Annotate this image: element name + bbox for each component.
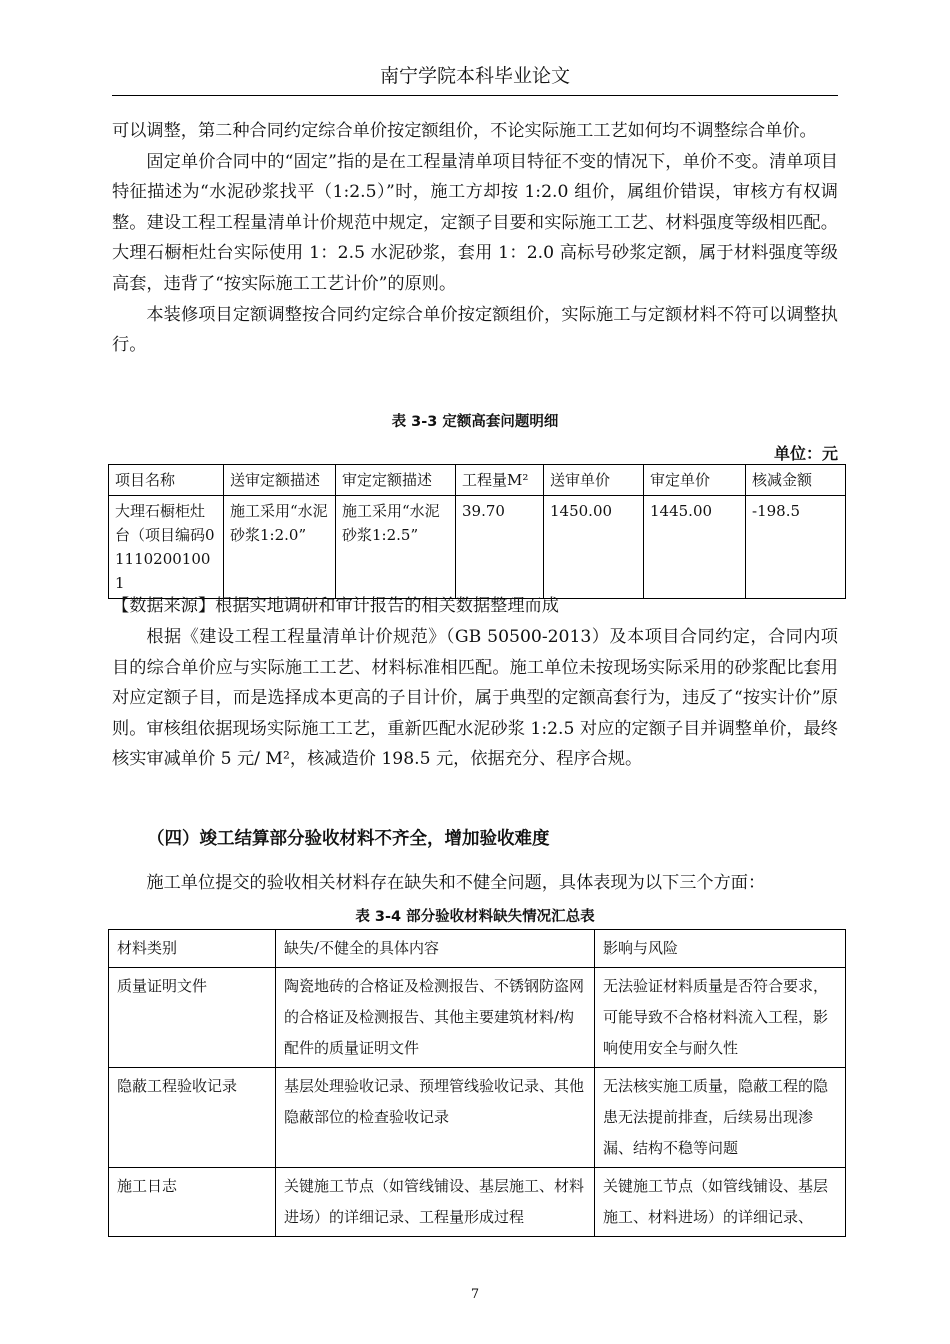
table-cell: 无法验证材料质量是否符合要求，可能导致不合格材料流入工程，影响使用安全与耐久性 [595,968,846,1068]
table-cell: 施工采用“水泥砂浆1:2.5” [336,496,456,599]
table-cell: 大理石橱柜灶台（项目编码011102001001 [109,496,224,599]
table-cell: -198.5 [746,496,846,599]
table-cell: 质量证明文件 [109,968,276,1068]
header-cell: 项目名称 [109,465,224,496]
table-row [109,496,846,599]
table-3-3-unit: 单位：元 [773,444,838,463]
table-row [109,1068,846,1168]
table-cell: 关键施工节点（如管线铺设、基层施工、材料进场）的详细记录、 [595,1168,846,1237]
body-text-intro [112,868,838,899]
table-row [109,1168,846,1237]
table-header-row [109,930,846,968]
header-cell: 影响与风险 [595,930,846,968]
header-cell: 审定单价 [644,465,746,496]
header-cell: 送审定额描述 [224,465,336,496]
table-cell: 隐蔽工程验收记录 [109,1068,276,1168]
paragraph: 可以调整，第二种合同约定综合单价按定额组价，不论实际施工工艺如何均不调整综合单价。 [112,121,817,141]
table-cell: 1445.00 [644,496,746,599]
table-cell: 无法核实施工质量，隐蔽工程的隐患无法提前排查，后续易出现渗漏、结构不稳等问题 [595,1068,846,1168]
header-cell: 工程量M² [456,465,544,496]
paragraph: 根据《建设工程工程量清单计价规范》（GB 50500-2013）及本项目合同约定，合同内项目的综合单价应与实际施工工艺、材料标准相匹配。施工单位未按现场实际采用的砂浆配比套用对应定额子目，而是选择成本更高的子目计价，属于典型的定额高套行为，违反了“按实计价”原则。审核组依据现场实际施工工艺，重新匹配水泥砂浆 1:2.5 对应的定额子目并调整单价，最终核实审减单价 5 元/ M²，核减造价 198.5 元，依据充分、程序合规。 [112,627,838,770]
table-cell: 39.70 [456,496,544,599]
paragraph: 施工单位提交的验收相关材料存在缺失和不健全问题，具体表现为以下三个方面： [146,873,766,893]
page-number: 7 [470,1287,480,1302]
header-cell: 缺失/不健全的具体内容 [276,930,595,968]
table-row [109,968,846,1068]
header-divider [112,95,838,96]
header-cell: 送审单价 [544,465,644,496]
header-cell: 核减金额 [746,465,846,496]
table-cell: 基层处理验收记录、预埋管线验收记录、其他隐蔽部位的检查验收记录 [276,1068,595,1168]
table-cell: 关键施工节点（如管线铺设、基层施工、材料进场）的详细记录、工程量形成过程 [276,1168,595,1237]
data-source-note: 【数据来源】根据实地调研和审计报告的相关数据整理而成 [112,596,559,616]
paragraph: 固定单价合同中的“固定”指的是在工程量清单项目特征不变的情况下，单价不变。清单项目特征描述为“水泥砂浆找平（1:2.5）”时，施工方却按 1:2.0 组价，属组价错误，审核方有权调整。建设工程工程量清单计价规范中规定，定额子目要和实际施工工艺、材料强度等级相匹配。大理石橱柜灶台实际使用 1：2.5 水泥砂浆，套用 1：2.0 高标号砂浆定额，属于材料强度等级高套，违背了“按实际施工工艺计价”的原则。 [112,151,838,294]
table-3-3 [108,464,846,599]
section-heading [112,825,838,850]
table-cell: 施工日志 [109,1168,276,1237]
page-header-title: 南宁学院本科毕业论文 [379,65,570,87]
table-3-4 [108,929,846,1237]
header-cell: 审定定额描述 [336,465,456,496]
table-cell: 陶瓷地砖的合格证及检测报告、不锈钢防盗网的合格证及检测报告、其他主要建筑材料/构配件的质量证明文件 [276,968,595,1068]
table-3-3-caption: 表 3-3 定额高套问题明细 [391,414,559,430]
section-heading-text: （四）竣工结算部分验收材料不齐全，增加验收难度 [147,829,550,849]
body-text-top [112,116,838,361]
header-cell: 材料类别 [109,930,276,968]
table-cell: 1450.00 [544,496,644,599]
paragraph: 本装修项目定额调整按合同约定综合单价按定额组价，实际施工与定额材料不符可以调整执行。 [112,304,838,356]
table-header-row [109,465,846,496]
table-3-4-caption: 表 3-4 部分验收材料缺失情况汇总表 [355,909,595,925]
body-text-middle [112,622,838,775]
table-cell: 施工采用“水泥砂浆1:2.0” [224,496,336,599]
